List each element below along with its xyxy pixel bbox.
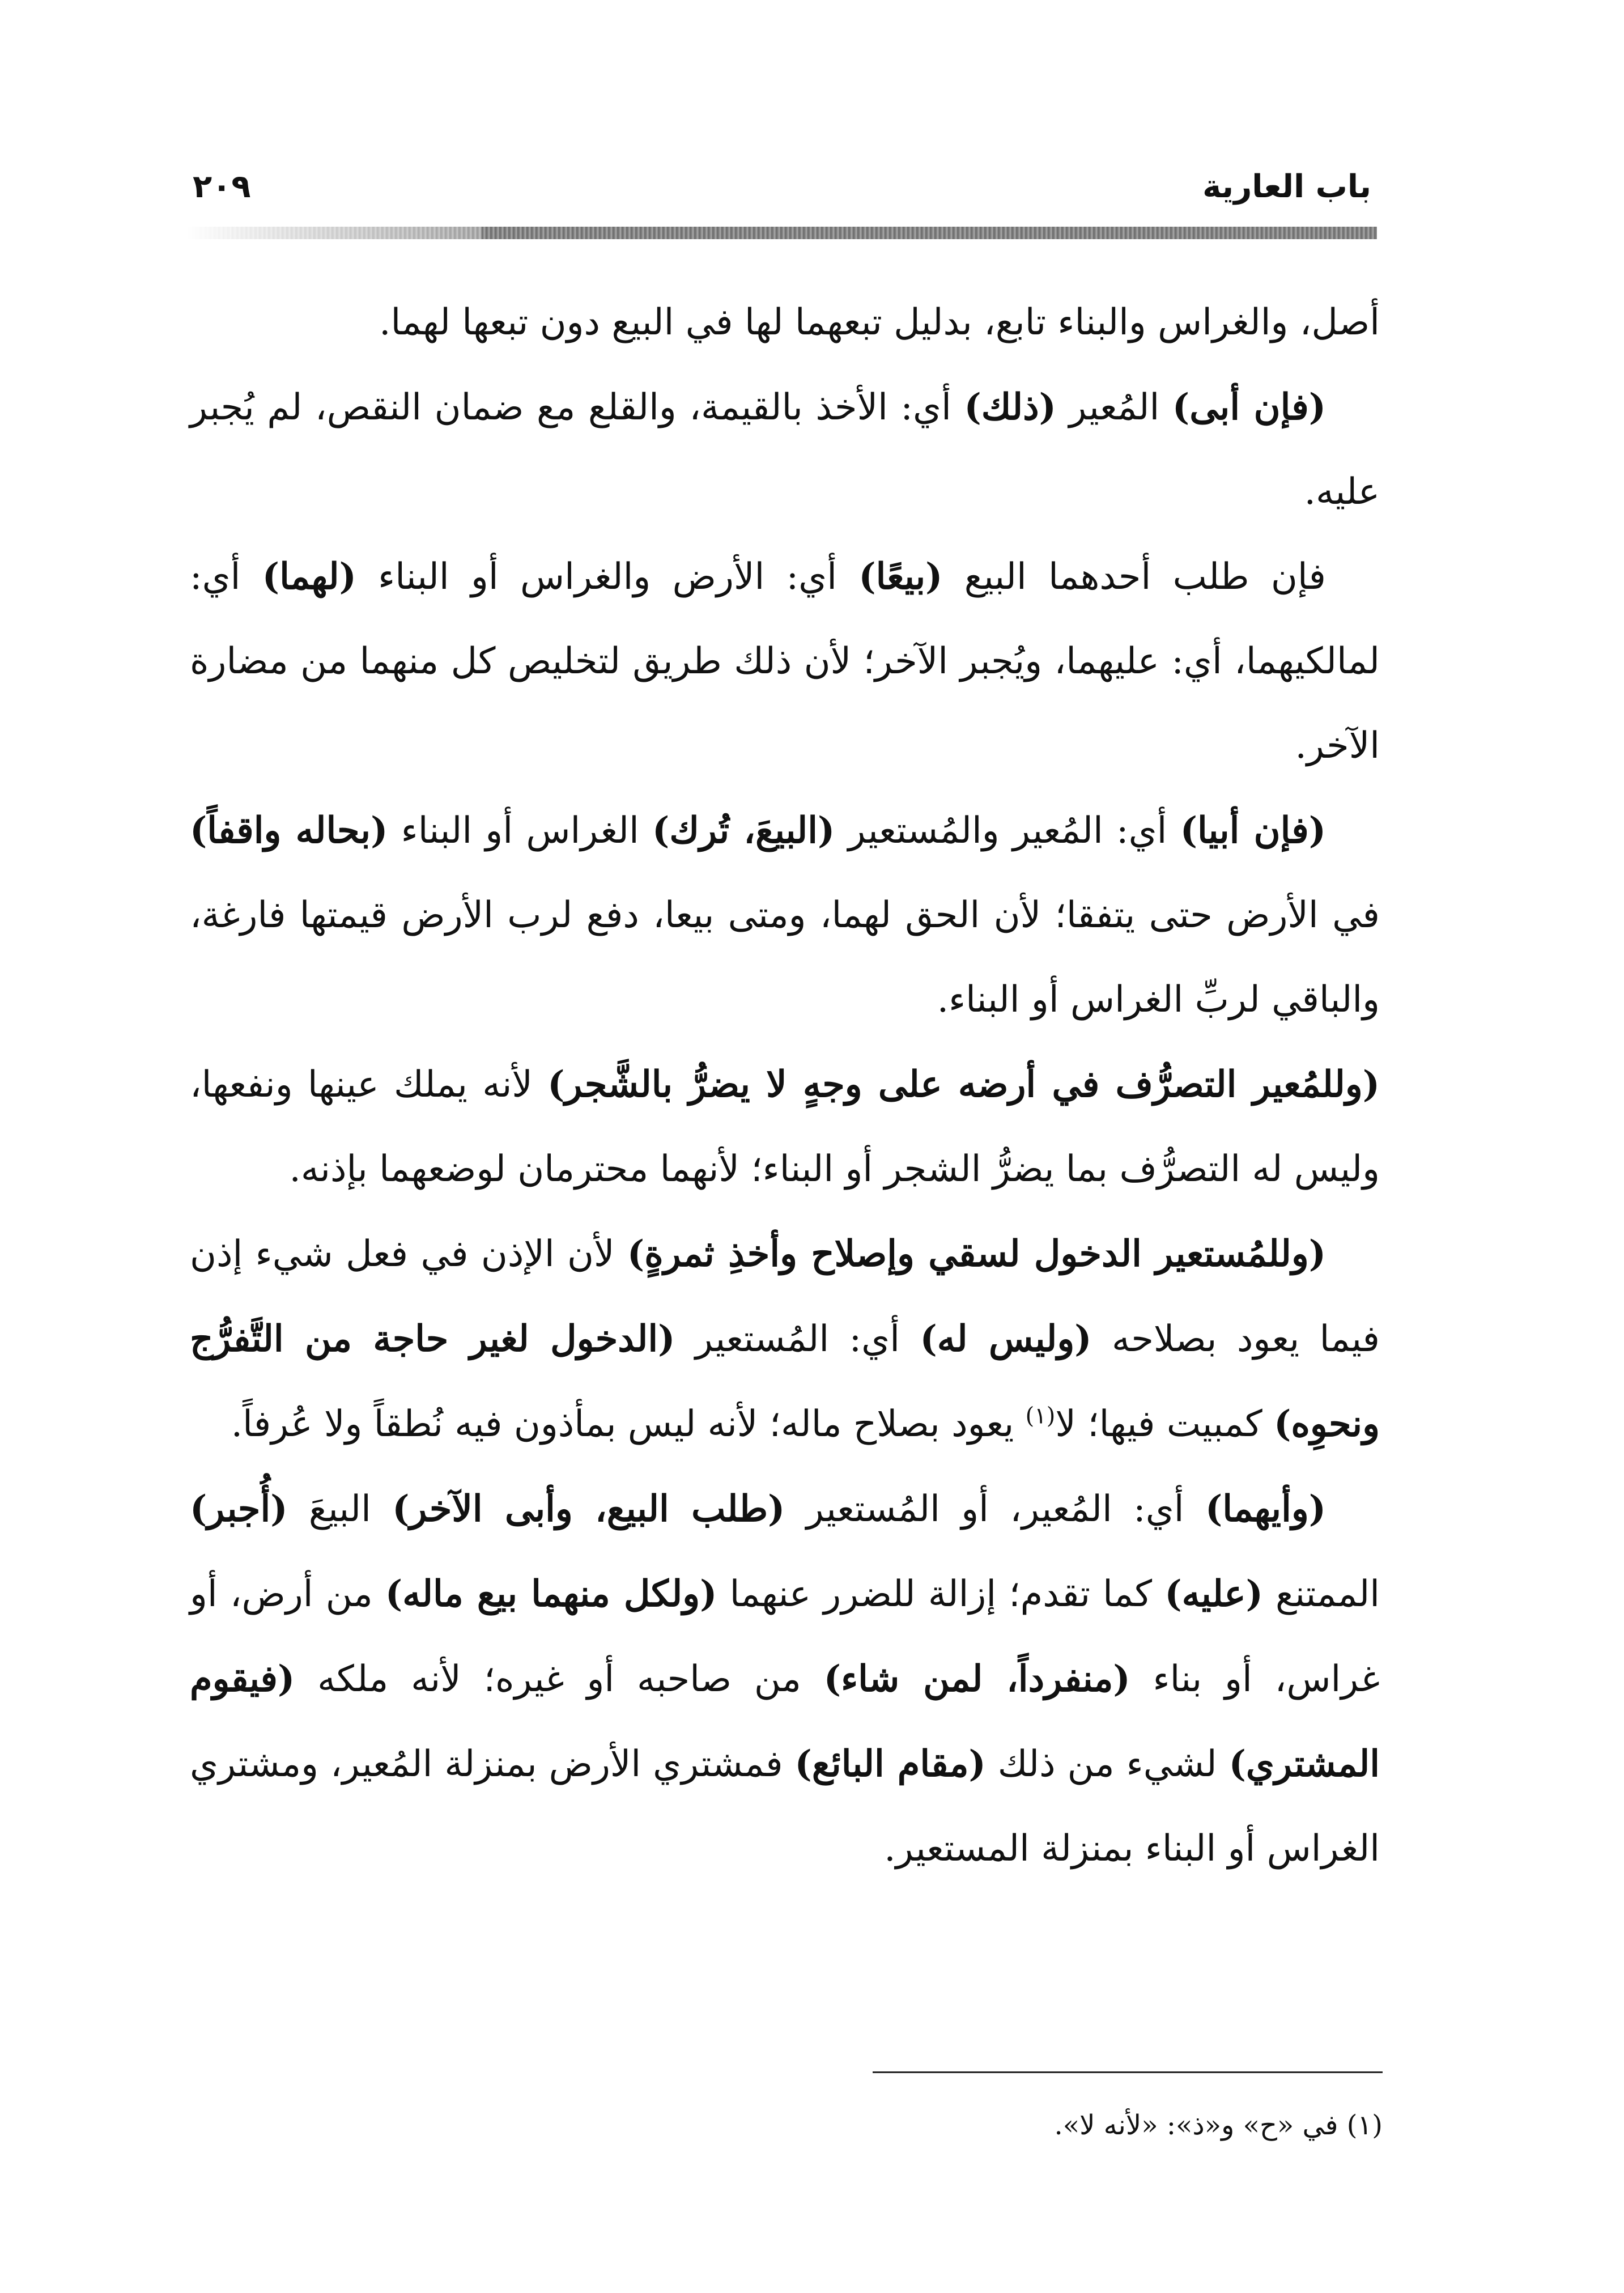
text-segment: البيعَ bbox=[287, 1488, 393, 1530]
text-segment: أصل، والغراس والبناء تابع، بدليل تبعهما لها في البيع دون تبعها لهما. bbox=[379, 302, 1380, 343]
bold-text-segment: (منفرداً، لمن شاء) bbox=[823, 1658, 1130, 1700]
page-number: ٢٠٩ bbox=[193, 168, 251, 205]
footnote-separator bbox=[873, 2071, 1383, 2073]
footnote-reference: (١) bbox=[1025, 1403, 1056, 1429]
bold-text-segment: (البيعَ، تُرك) bbox=[652, 809, 835, 852]
paragraph bbox=[190, 788, 1380, 1042]
bold-text-segment: (لهما) bbox=[262, 555, 356, 598]
text-segment: لشيء من ذلك bbox=[985, 1743, 1229, 1785]
text-segment: أي: لمالكيهما، أي: عليهما، ويُجبر الآخر؛ لأن ذلك طريق لتخليص كل منهما من مضارة الآخر. bbox=[190, 556, 1380, 767]
bold-text-segment: (مقام البائع) bbox=[794, 1743, 986, 1785]
paragraph bbox=[190, 1212, 1380, 1467]
paragraph bbox=[190, 534, 1380, 788]
paragraph bbox=[190, 1467, 1380, 1891]
paragraph bbox=[190, 281, 1380, 365]
bold-text-segment: (وللمُعير التصرُّف في أرضه على وجهٍ لا يضرُّ بالشَّجر) bbox=[547, 1063, 1380, 1106]
text-segment: لأنه يملك عينها ونفعها، وليس له التصرُّف بما يضرُّ الشجر أو البناء؛ لأنهما محترمان لوضعهما بإذنه. bbox=[190, 1064, 1380, 1190]
bold-text-segment: (عليه) bbox=[1164, 1573, 1263, 1615]
text-segment: أي: المُعير، أو المُستعير bbox=[785, 1488, 1205, 1530]
text-segment: من صاحبه أو غيره؛ لأنه ملكه bbox=[295, 1658, 824, 1700]
text-segment: أي: المُستعير bbox=[675, 1318, 920, 1360]
bold-text-segment: (طلب البيع، وأبى الآخر) bbox=[392, 1488, 785, 1530]
text-segment: فإن طلب أحدهما البيع bbox=[942, 556, 1327, 598]
text-segment: أي: المُعير والمُستعير bbox=[835, 810, 1180, 852]
bold-text-segment: (وأيهما) bbox=[1205, 1488, 1327, 1530]
text-segment: المُعير bbox=[1056, 387, 1172, 428]
text-segment: الغراس أو البناء bbox=[388, 810, 653, 852]
running-title: باب العارية bbox=[1202, 168, 1371, 205]
text-segment: لأن الإذن في فعل شيء إذن فيما يعود بصلاحه bbox=[190, 1233, 1380, 1360]
text-segment: يعود بصلاح ماله؛ لأنه ليس بمأذون فيه نُطقاً ولا عُرفاً. bbox=[231, 1403, 1026, 1445]
text-segment: كما تقدم؛ إزالة للضرر عنهما bbox=[717, 1573, 1165, 1615]
text-segment: من أرض، أو غراس، أو بناء bbox=[190, 1573, 1380, 1700]
body-text bbox=[190, 281, 1380, 1891]
bold-text-segment: (وللمُستعير الدخول لسقي وإصلاح وأخذِ ثمرةٍ) bbox=[627, 1233, 1327, 1275]
bold-text-segment: (ذلك) bbox=[964, 386, 1056, 428]
bold-text-segment: (فيقوم المشتري) bbox=[190, 1658, 1380, 1785]
footnote: (١) في «ح» و«ذ»: «لأنه لا». bbox=[1054, 2109, 1383, 2141]
bold-text-segment: (ولكل منهما بيع ماله) bbox=[385, 1573, 717, 1615]
text-segment: فمشتري الأرض بمنزلة المُعير، ومشتري الغراس أو البناء بمنزلة المستعير. bbox=[190, 1743, 1380, 1870]
bold-text-segment: (فإن أبى) bbox=[1172, 386, 1327, 428]
paragraph bbox=[190, 365, 1380, 534]
bold-text-segment: (فإن أبيا) bbox=[1180, 809, 1327, 852]
bold-text-segment: (بيعًا) bbox=[858, 555, 943, 598]
paragraph bbox=[190, 1042, 1380, 1212]
text-segment: أي: الأخذ بالقيمة، والقلع مع ضمان النقص، لم يُجبر عليه. bbox=[190, 387, 1380, 513]
text-segment: أي: الأرض والغراس أو البناء bbox=[356, 556, 859, 598]
header-rule-fade bbox=[187, 227, 482, 239]
bold-text-segment: (بحاله واقفاً) bbox=[190, 809, 388, 852]
bold-text-segment: (أُجبر) bbox=[190, 1488, 288, 1530]
text-segment: كمبيت فيها؛ لا bbox=[1055, 1403, 1274, 1445]
text-segment: الممتنع bbox=[1262, 1573, 1380, 1615]
bold-text-segment: (الدخول لغير حاجة من التَّفرُّج ونحوِه) bbox=[190, 1318, 1380, 1445]
bold-text-segment: (وليس له) bbox=[920, 1318, 1092, 1360]
text-segment: في الأرض حتى يتفقا؛ لأن الحق لهما، ومتى بيعا، دفع لرب الأرض قيمتها فارغة، والباقي لربِّ الغراس أو البناء. bbox=[190, 894, 1380, 1021]
